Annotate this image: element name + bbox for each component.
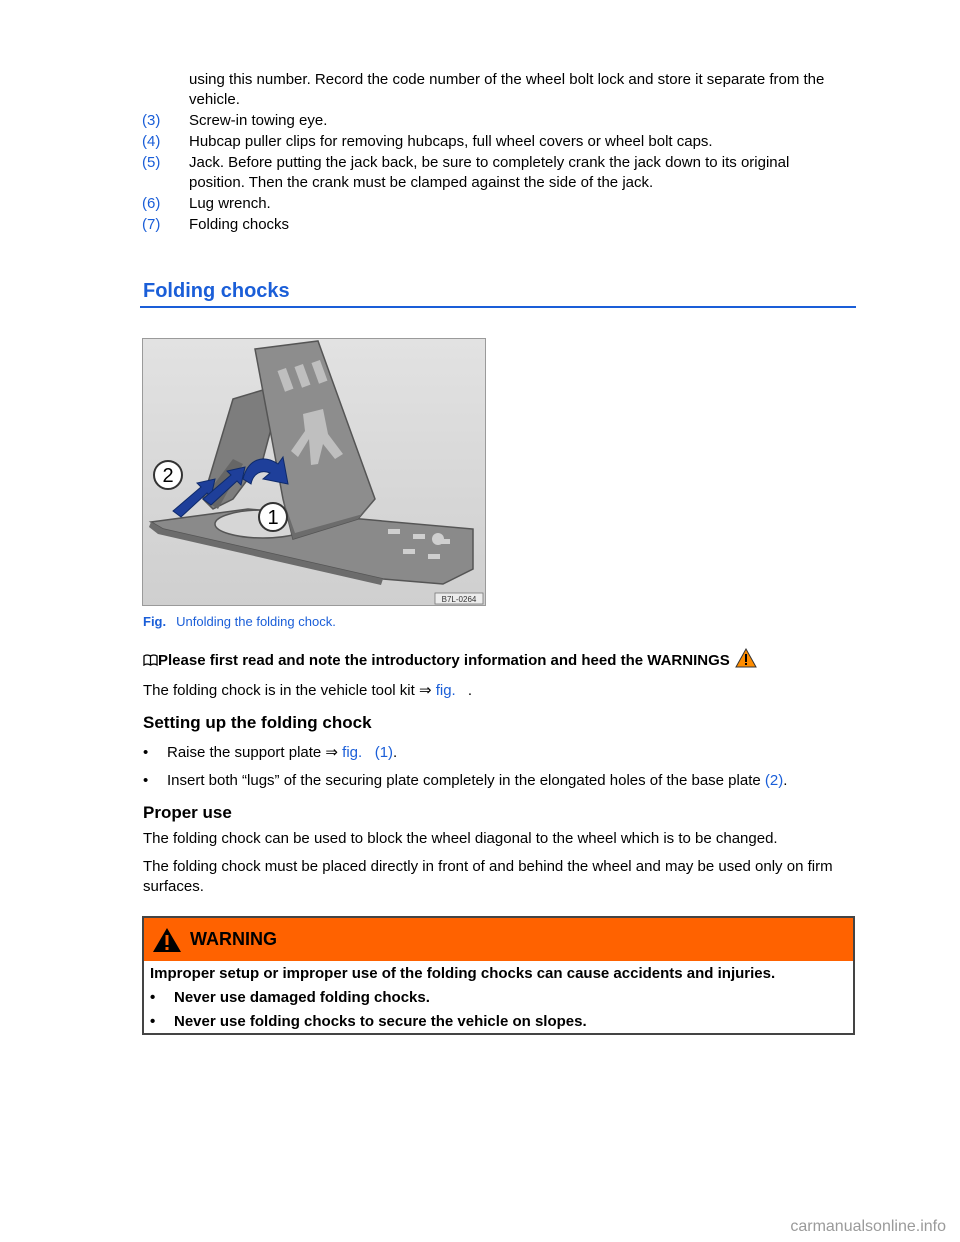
figure-code: B7L-0264 [441, 595, 477, 604]
setup-heading: Setting up the folding chock [143, 713, 372, 732]
figure-image [142, 338, 486, 606]
item-text: Folding chocks [189, 216, 290, 233]
step-text [167, 743, 397, 763]
setup-steps [143, 743, 863, 799]
bullet-dot: • [143, 772, 149, 789]
warning-line: Improper setup or improper use of the folding chocks can cause accidents and injuries. [150, 965, 776, 982]
step-end: . [783, 772, 788, 789]
list-item [142, 153, 842, 193]
item-number[interactable]: (6) [142, 195, 161, 212]
warning-box [142, 916, 855, 1035]
intro-text [143, 681, 472, 699]
warning-bullet: Never use damaged folding chocks. [174, 989, 430, 1006]
section-title: Folding chocks [143, 280, 290, 302]
intro-body: The folding chock is in the vehicle tool kit ⇒ [143, 682, 432, 699]
item-text: Jack. Before putting the jack back, be sure to completely crank the jack down to its original position. Then the crank must be clamped against the side of the jack. [189, 154, 790, 191]
warning-triangle-icon [152, 927, 182, 953]
proper-use-heading: Proper use [143, 803, 232, 822]
list-continuation: using this number. Record the code number of the wheel bolt lock and store it separate from the vehicle. [189, 71, 825, 108]
item-text: Lug wrench. [189, 195, 271, 212]
fig-link[interactable]: fig. [342, 744, 363, 761]
note-text: Please first read and note the introductory information and heed the WARNINGS [158, 652, 730, 669]
ref-1[interactable]: (1) [374, 744, 394, 761]
fig-link[interactable]: fig. [435, 682, 456, 699]
watermark: carmanualsonline.info [790, 1218, 946, 1235]
figure-caption [143, 614, 336, 629]
list-item [142, 194, 842, 214]
step-body: Raise the support plate ⇒ [167, 744, 338, 761]
bullet-dot: • [143, 744, 149, 761]
step-end: . [393, 744, 398, 761]
item-number[interactable]: (5) [142, 154, 161, 171]
warning-header [144, 918, 853, 961]
warning-bullet: Never use folding chocks to secure the vehicle on slopes. [174, 1013, 587, 1030]
caption-label: Fig. [143, 614, 167, 629]
folding-chock-illustration [143, 339, 485, 605]
warning-title: WARNING [190, 929, 277, 949]
list-item [150, 1012, 847, 1032]
list-item [142, 132, 842, 152]
callout-2: 2 [162, 465, 174, 487]
book-icon [143, 654, 158, 666]
use-paragraph-2: The folding chock must be placed directly in front of and behind the wheel and may be used only on firm surfaces. [143, 858, 833, 895]
caption-text: Unfolding the folding chock. [176, 614, 336, 629]
note-line [143, 648, 757, 669]
item-number[interactable]: (4) [142, 133, 161, 150]
item-number[interactable]: (3) [142, 112, 161, 129]
list-item [150, 988, 847, 1008]
list-item [143, 743, 863, 763]
item-text: Screw-in towing eye. [189, 112, 328, 129]
warning-body [144, 961, 853, 1035]
ref-2[interactable]: (2) [764, 772, 784, 789]
section-divider [140, 306, 856, 308]
list-item [142, 111, 842, 131]
list-item [142, 215, 842, 235]
use-paragraph-1: The folding chock can be used to block the wheel diagonal to the wheel which is to be changed. [143, 830, 778, 847]
item-text: Hubcap puller clips for removing hubcaps, full wheel covers or wheel bolt caps. [189, 133, 713, 150]
callout-1: 1 [267, 507, 279, 529]
item-number[interactable]: (7) [142, 216, 161, 233]
list-item [143, 771, 863, 791]
warning-triangle-icon [735, 648, 757, 668]
step-body: Insert both “lugs” of the securing plate completely in the elongated holes of the base plate [167, 772, 761, 789]
bullet-dot: • [150, 1013, 156, 1030]
parts-list [142, 70, 842, 236]
bullet-dot: • [150, 989, 156, 1006]
step-text [167, 771, 787, 791]
intro-end: . [467, 682, 473, 699]
